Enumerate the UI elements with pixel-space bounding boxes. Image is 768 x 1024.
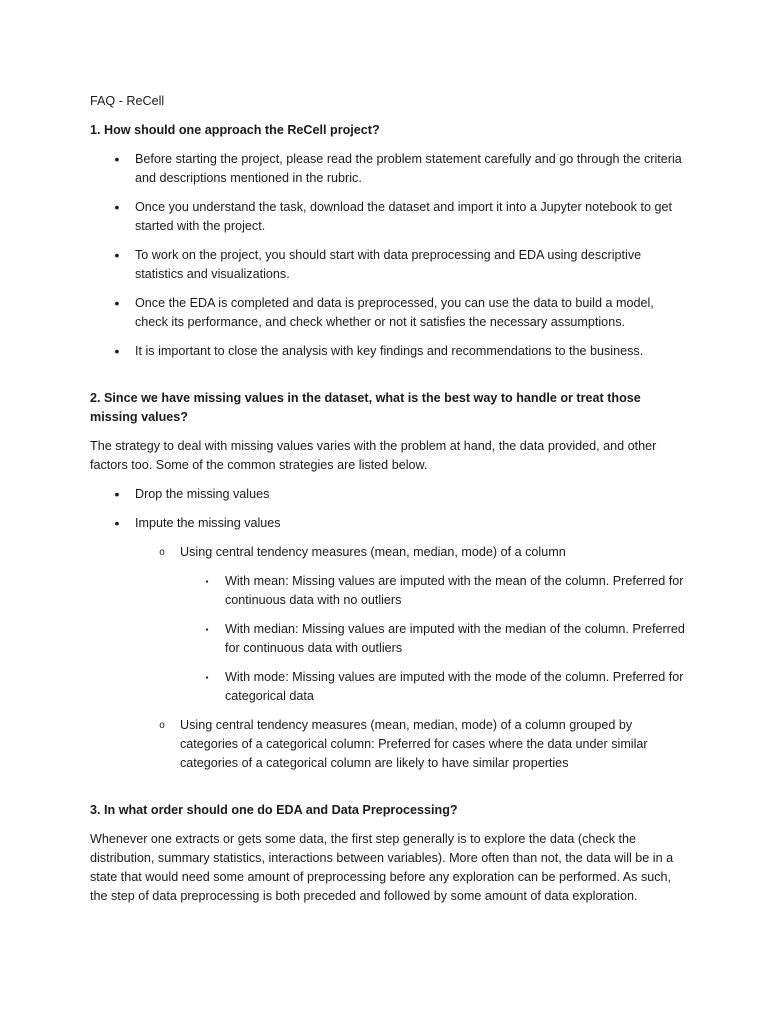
list-item xyxy=(135,716,690,773)
list-item-text: It is important to close the analysis with key findings and recommendations to the business. xyxy=(135,344,644,358)
list-item-text: With mode: Missing values are imputed with the mode of the column. Preferred for categorical data xyxy=(225,670,684,703)
list-item xyxy=(90,342,690,361)
list-item-text: Once you understand the task, download the dataset and import it into a Jupyter notebook to get started with the project. xyxy=(135,200,672,233)
question-1: 1. How should one approach the ReCell project? xyxy=(90,123,380,137)
bullet-icon: • xyxy=(114,343,120,359)
document-title: FAQ - ReCell xyxy=(90,94,165,108)
list-item xyxy=(90,150,690,188)
list-item-text: Once the EDA is completed and data is preprocessed, you can use the data to build a model, check its performance, and check whether or not it satisfies the necessary assumptions. xyxy=(135,296,654,329)
missing-values-list xyxy=(90,485,690,773)
list-item xyxy=(90,485,690,504)
bullet-icon: • xyxy=(114,486,120,502)
list-item xyxy=(180,668,690,706)
bullet-icon: • xyxy=(114,247,120,263)
list-item-text: With mean: Missing values are imputed with the mean of the column. Preferred for continuous data with no outliers xyxy=(225,574,684,607)
list-item xyxy=(90,246,690,284)
section-gap xyxy=(90,783,690,801)
central-tendency-sublist xyxy=(180,572,690,706)
list-item-text: With median: Missing values are imputed with the median of the column. Preferred for continuous data with outliers xyxy=(225,622,685,655)
question-2: 2. Since we have missing values in the dataset, what is the best way to handle or treat those missing values? xyxy=(90,391,641,424)
bullet-icon: • xyxy=(114,151,120,167)
list-item xyxy=(90,514,690,773)
impute-sublist xyxy=(135,543,690,773)
list-item xyxy=(90,198,690,236)
square-bullet-icon: ▪ xyxy=(205,625,209,634)
list-item xyxy=(180,620,690,658)
answer-3: Whenever one extracts or gets some data, the first step generally is to explore the data (check the distribution, summary statistics, interactions between variables). More often than not, the data will be in a state that would need some amount of preprocessing before any exploration can be performed. As such, the step of data preprocessing is both preceded and followed by some amount of data exploration. xyxy=(90,832,674,903)
bullet-icon: • xyxy=(114,295,120,311)
circle-bullet-icon: o xyxy=(159,720,165,731)
section-gap xyxy=(90,371,690,389)
bullet-icon: • xyxy=(114,515,120,531)
circle-bullet-icon: o xyxy=(159,547,165,558)
list-item-text: Using central tendency measures (mean, median, mode) of a column grouped by categories of a categorical column: Preferred for cases where the data under similar categories of a categorical column are likely to have similar properties xyxy=(180,718,648,770)
square-bullet-icon: ▪ xyxy=(205,577,209,586)
list-item xyxy=(180,572,690,610)
list-item-text: Drop the missing values xyxy=(135,487,270,501)
list-item xyxy=(135,543,690,706)
list-item-text: To work on the project, you should start with data preprocessing and EDA using descriptive statistics and visualizations. xyxy=(135,248,642,281)
list-item xyxy=(90,294,690,332)
bullet-icon: • xyxy=(114,199,120,215)
list-item-text: Impute the missing values xyxy=(135,516,281,530)
list-item-text: Using central tendency measures (mean, median, mode) of a column xyxy=(180,545,566,559)
question-3: 3. In what order should one do EDA and Data Preprocessing? xyxy=(90,803,458,817)
answer-2-intro: The strategy to deal with missing values varies with the problem at hand, the data provided, and other factors too. Some of the common strategies are listed below. xyxy=(90,439,657,472)
square-bullet-icon: ▪ xyxy=(205,673,209,682)
approach-list xyxy=(90,150,690,361)
list-item-text: Before starting the project, please read the problem statement carefully and go through the criteria and descriptions mentioned in the rubric. xyxy=(135,152,682,185)
document-page xyxy=(90,92,690,916)
